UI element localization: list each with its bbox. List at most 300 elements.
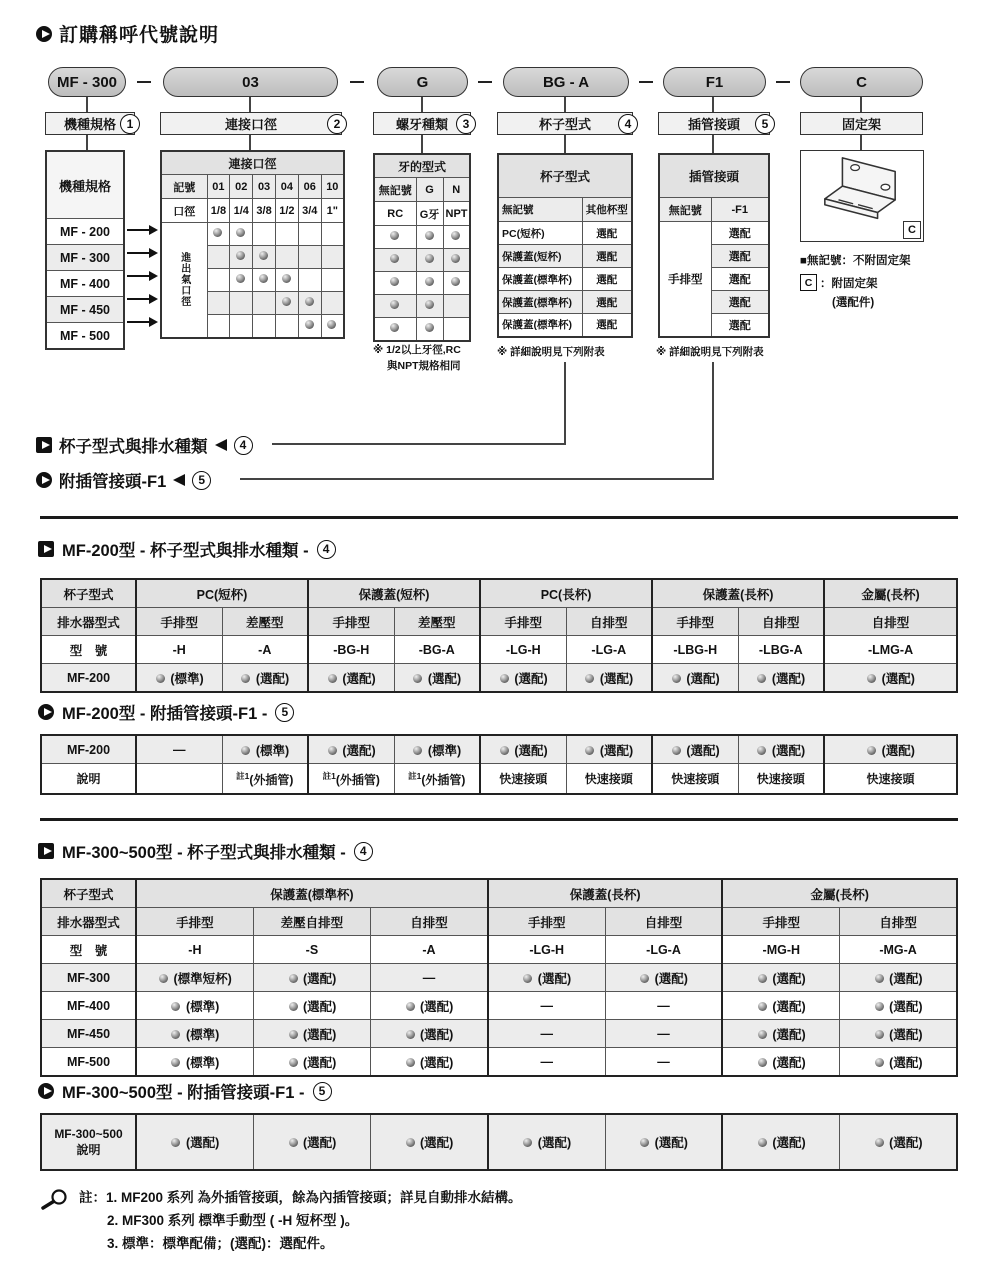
table-row xyxy=(41,1020,957,1048)
option-dot xyxy=(236,228,245,237)
table-cell xyxy=(321,223,344,246)
option-dot xyxy=(640,1138,649,1147)
mf200-f1-table xyxy=(40,734,958,795)
fitting-table-title: 插管接頭 xyxy=(659,154,769,198)
table-cell: (選配) xyxy=(840,992,957,1020)
right-arrow xyxy=(127,229,149,231)
thread-table-title: 牙的型式 xyxy=(374,154,470,178)
connector-line xyxy=(249,97,251,112)
col-header: 其他杯型 xyxy=(582,198,632,222)
boxed-c: C xyxy=(800,274,817,291)
table-cell: (選配) xyxy=(722,1114,839,1170)
footnotes xyxy=(40,1186,522,1256)
table-cell: (選配) xyxy=(253,1114,370,1170)
code-pill-model: MF - 300 xyxy=(48,67,126,97)
table-cell xyxy=(416,295,443,318)
table-cell: 無記號 xyxy=(374,178,416,202)
option-cell: 選配 xyxy=(711,268,769,291)
table-row xyxy=(41,735,957,764)
table-cell xyxy=(443,272,470,295)
table-cell: (標準) xyxy=(136,1048,253,1077)
table-cell: 手排型 xyxy=(652,608,738,636)
table-cell: 保護蓋(標準杯) xyxy=(498,268,582,291)
pill-dash xyxy=(776,81,790,83)
table-row xyxy=(374,272,470,295)
table-row xyxy=(659,154,769,198)
option-dot xyxy=(156,674,165,683)
table-cell xyxy=(298,315,321,338)
table-cell xyxy=(207,223,230,246)
connector-line xyxy=(860,97,862,112)
circled-number-4: 4 xyxy=(234,436,253,455)
manual-drain-label: 手排型 xyxy=(659,222,711,337)
option-cell: 選配 xyxy=(711,222,769,245)
table-row xyxy=(41,608,957,636)
table-cell xyxy=(443,226,470,249)
fitting-table-note: ※ 詳細說明見下列附表 xyxy=(656,346,764,358)
col-header: 無記號 xyxy=(498,198,582,222)
table-cell xyxy=(207,315,230,338)
table-cell: 快速接頭 xyxy=(652,764,738,795)
table-row xyxy=(46,219,124,245)
option-dot xyxy=(867,746,876,755)
table-cell: — xyxy=(488,992,605,1020)
group-header: PC(長杯) xyxy=(480,579,652,608)
table-cell xyxy=(443,249,470,272)
table-cell: 選配 xyxy=(582,291,632,314)
option-dot xyxy=(328,746,337,755)
table-cell: 保護蓋(標準杯) xyxy=(498,314,582,337)
option-cell: 選配 xyxy=(711,291,769,314)
left-arrow-icon xyxy=(173,474,185,486)
model-spec-header: 機種規格 xyxy=(46,151,124,219)
table-row xyxy=(498,198,632,222)
connector-line xyxy=(712,362,714,479)
table-cell: 自排型 xyxy=(566,608,652,636)
table-cell: -LG-H xyxy=(488,936,605,964)
option-dot xyxy=(289,1002,298,1011)
footnote-2: 2. MF300 系列 標準手動型 ( -H 短杯型 )。 xyxy=(107,1213,359,1229)
connector-line xyxy=(272,443,566,445)
bracket-illustration xyxy=(801,151,919,235)
table-cell xyxy=(374,318,416,341)
option-dot xyxy=(425,300,434,309)
group-header: 保護蓋(長杯) xyxy=(652,579,824,608)
table-cell: 3/4 xyxy=(298,199,321,223)
table-row xyxy=(498,245,632,268)
row-label-mf300-500: MF-300~500 說明 xyxy=(41,1114,136,1170)
table-cell: (選配) xyxy=(840,1020,957,1048)
table-row xyxy=(374,295,470,318)
right-arrow xyxy=(127,321,149,323)
option-dot xyxy=(758,1002,767,1011)
table-cell: 選配 xyxy=(582,222,632,245)
option-dot xyxy=(875,1030,884,1039)
table-cell: 1" xyxy=(321,199,344,223)
table-cell: (選配) xyxy=(371,1048,488,1077)
option-dot xyxy=(451,254,460,263)
table-cell: (選配) xyxy=(480,735,566,764)
option-dot xyxy=(875,1058,884,1067)
table-cell: 差壓型 xyxy=(394,608,480,636)
option-dot xyxy=(390,300,399,309)
table-cell: $^{註1}$(外插管) xyxy=(308,764,394,795)
cup-table-note: ※ 詳細說明見下列附表 xyxy=(497,346,605,358)
table-cell: -LG-A xyxy=(566,636,652,664)
group-header: 保護蓋(長杯) xyxy=(488,879,723,908)
table-cell: -A xyxy=(371,936,488,964)
header-cup-type: 杯子型式 xyxy=(41,879,136,908)
table-row xyxy=(46,245,124,271)
table-cell xyxy=(136,764,222,795)
option-dot xyxy=(259,274,268,283)
circled-number-1: 1 xyxy=(120,114,140,134)
option-cell: 選配 xyxy=(711,245,769,268)
mf300-f1-table xyxy=(40,1113,958,1171)
table-row xyxy=(161,223,344,246)
table-cell xyxy=(416,272,443,295)
port-table-title: 連接口徑 xyxy=(161,151,344,175)
table-cell: (選配) xyxy=(824,664,957,693)
page-title-text: 訂購稱呼代號說明 xyxy=(59,25,220,46)
option-dot xyxy=(413,746,422,755)
table-cell xyxy=(275,223,298,246)
table-cell xyxy=(207,246,230,269)
table-cell: 1/8 xyxy=(207,199,230,223)
option-dot xyxy=(425,254,434,263)
bracket-illustration-box xyxy=(800,150,924,242)
option-dot xyxy=(672,674,681,683)
table-row xyxy=(498,222,632,245)
left-arrow-icon xyxy=(215,439,227,451)
table-cell: (選配) xyxy=(371,1114,488,1170)
pill-dash xyxy=(478,81,492,83)
circled-number-4: 4 xyxy=(618,114,638,134)
table-row xyxy=(41,992,957,1020)
connector-line xyxy=(240,478,714,480)
connector-line xyxy=(86,135,88,150)
table-cell: (標準) xyxy=(136,992,253,1020)
table-row xyxy=(41,1114,957,1170)
option-dot xyxy=(241,746,250,755)
play-square-icon xyxy=(38,541,54,557)
table-row xyxy=(161,175,344,199)
table-cell: (選配) xyxy=(722,1048,839,1077)
row-label: 記號 xyxy=(161,175,207,199)
table-cell: -A xyxy=(222,636,308,664)
table-cell xyxy=(275,269,298,292)
circled-number-2: 2 xyxy=(327,114,347,134)
connector-line xyxy=(712,97,714,112)
table-cell: (選配) xyxy=(840,1048,957,1077)
table-cell xyxy=(374,272,416,295)
table-cell: (選配) xyxy=(738,735,824,764)
model-cell: MF - 500 xyxy=(46,323,124,350)
table-cell: (選配) xyxy=(308,664,394,693)
model-cell: MF - 450 xyxy=(46,297,124,323)
option-dot xyxy=(425,231,434,240)
table-cell: RC xyxy=(374,202,416,226)
table-row xyxy=(498,291,632,314)
circled-number-5: 5 xyxy=(755,114,775,134)
play-circle-icon xyxy=(36,26,52,42)
bracket-note-c: C ：附固定架 xyxy=(800,274,878,291)
table-cell xyxy=(230,292,253,315)
circled-number-3: 3 xyxy=(456,114,476,134)
table-cell: PC(短杯) xyxy=(498,222,582,245)
table-row xyxy=(374,178,470,202)
group-header: 保護蓋(短杯) xyxy=(308,579,480,608)
row-label-description: 說明 xyxy=(41,764,136,795)
table-cell: 差壓型 xyxy=(222,608,308,636)
option-dot xyxy=(327,320,336,329)
row-label-mf200: MF-200 xyxy=(41,735,136,764)
group-header: 金屬(長杯) xyxy=(824,579,957,608)
table-row xyxy=(374,202,470,226)
right-arrow xyxy=(127,252,149,254)
table-cell: (選配) xyxy=(488,964,605,992)
table-cell xyxy=(253,246,276,269)
table-cell xyxy=(298,292,321,315)
table-cell xyxy=(230,315,253,338)
table-cell: (選配) xyxy=(308,735,394,764)
table-cell: (選配) xyxy=(371,992,488,1020)
table-cell xyxy=(253,223,276,246)
table-cell: (選配) xyxy=(136,1114,253,1170)
label-cup-type: 杯子型式 4 xyxy=(497,112,633,135)
play-square-icon xyxy=(38,843,54,859)
right-arrow xyxy=(127,298,149,300)
cup-type-table xyxy=(497,153,633,338)
table-row xyxy=(498,314,632,337)
table-cell: — xyxy=(488,1048,605,1077)
table-cell: (選配) xyxy=(371,1020,488,1048)
model-cell: MF - 300 xyxy=(46,245,124,271)
option-dot xyxy=(425,277,434,286)
table-cell xyxy=(321,292,344,315)
option-dot xyxy=(282,274,291,283)
option-dot xyxy=(406,1030,415,1039)
table-cell: (選配) xyxy=(566,664,652,693)
table-cell: 保護蓋(標準杯) xyxy=(498,291,582,314)
circled-number-4: 4 xyxy=(317,540,336,559)
table-cell: 快速接頭 xyxy=(480,764,566,795)
table-cell: 手排型 xyxy=(308,608,394,636)
option-dot xyxy=(451,231,460,240)
code-pill-bracket: C xyxy=(800,67,923,97)
section-title-mf300-cup: MF-300~500型 - 杯子型式與排水種類 - 4 xyxy=(38,839,373,863)
option-dot xyxy=(171,1002,180,1011)
table-cell: -LBG-H xyxy=(652,636,738,664)
table-cell: (選配) xyxy=(824,735,957,764)
bracket-note-none: ■無記號：不附固定架 xyxy=(800,255,911,267)
label-bracket: 固定架 xyxy=(800,112,923,135)
code-pill-port: 03 xyxy=(163,67,338,97)
table-cell: — xyxy=(371,964,488,992)
link-fitting-section: 附插管接頭-F1 5 xyxy=(36,468,211,492)
option-dot xyxy=(236,251,245,260)
option-dot xyxy=(425,323,434,332)
row-label-mf300: MF-300 xyxy=(41,964,136,992)
table-cell xyxy=(416,318,443,341)
connector-line xyxy=(564,362,566,444)
option-dot xyxy=(406,1002,415,1011)
table-cell: 自排型 xyxy=(824,608,957,636)
option-dot xyxy=(875,1138,884,1147)
label-fitting: 插管接頭 5 xyxy=(658,112,770,135)
row-label-mf200: MF-200 xyxy=(41,664,136,693)
row-label-mf500: MF-500 xyxy=(41,1048,136,1077)
option-dot xyxy=(390,323,399,332)
option-dot xyxy=(289,1138,298,1147)
table-cell xyxy=(321,315,344,338)
option-dot xyxy=(159,974,168,983)
table-cell: — xyxy=(605,1048,722,1077)
label-model-spec: 機種規格 1 xyxy=(45,112,135,135)
table-cell: (選配) xyxy=(480,664,566,693)
table-cell: (選配) xyxy=(222,664,308,693)
header-drain-type: 排水器型式 xyxy=(41,908,136,936)
table-cell: -H xyxy=(136,636,222,664)
table-row xyxy=(41,664,957,693)
code-pill-cup: BG - A xyxy=(503,67,629,97)
row-label-mf450: MF-450 xyxy=(41,1020,136,1048)
table-cell xyxy=(374,249,416,272)
table-cell: -LMG-A xyxy=(824,636,957,664)
table-row xyxy=(46,323,124,350)
table-row xyxy=(41,936,957,964)
option-dot xyxy=(241,674,250,683)
table-row xyxy=(498,154,632,198)
table-cell: N xyxy=(443,178,470,202)
option-dot xyxy=(236,274,245,283)
table-cell: -H xyxy=(136,936,253,964)
option-dot xyxy=(672,746,681,755)
table-cell: 手排型 xyxy=(722,908,839,936)
pill-dash xyxy=(137,81,151,83)
option-dot xyxy=(500,674,509,683)
model-cell: MF - 200 xyxy=(46,219,124,245)
section-title-mf300-f1: MF-300~500型 - 附插管接頭-F1 - 5 xyxy=(38,1079,332,1103)
table-cell xyxy=(416,249,443,272)
table-cell xyxy=(298,246,321,269)
col-header: 無記號 xyxy=(659,198,711,222)
table-row xyxy=(41,1048,957,1077)
option-dot xyxy=(213,228,222,237)
play-square-icon xyxy=(36,437,52,453)
table-cell xyxy=(253,315,276,338)
port-size-table xyxy=(160,150,345,339)
option-dot xyxy=(758,974,767,983)
footnote-lines xyxy=(79,1186,522,1256)
model-spec-table xyxy=(45,150,125,350)
circled-number-5: 5 xyxy=(192,471,211,490)
table-cell: (選配) xyxy=(394,664,480,693)
play-circle-icon xyxy=(38,704,54,720)
row-label: 口徑 xyxy=(161,199,207,223)
option-dot xyxy=(390,277,399,286)
table-cell xyxy=(443,295,470,318)
table-cell: (選配) xyxy=(722,992,839,1020)
table-cell: — xyxy=(605,1020,722,1048)
model-cell: MF - 400 xyxy=(46,271,124,297)
table-cell: G xyxy=(416,178,443,202)
table-cell: — xyxy=(136,735,222,764)
table-cell xyxy=(275,292,298,315)
table-cell xyxy=(321,269,344,292)
table-cell: 10 xyxy=(321,175,344,199)
table-row xyxy=(41,636,957,664)
option-dot xyxy=(451,277,460,286)
connector-line xyxy=(860,135,862,150)
table-row xyxy=(41,764,957,795)
right-arrow xyxy=(127,275,149,277)
magnifier-icon xyxy=(40,1188,70,1212)
table-cell: (選配) xyxy=(253,1020,370,1048)
option-dot xyxy=(289,1058,298,1067)
table-cell: (標準) xyxy=(222,735,308,764)
table-row xyxy=(46,151,124,219)
table-cell: 手排型 xyxy=(136,908,253,936)
table-cell: (標準短杯) xyxy=(136,964,253,992)
table-cell: — xyxy=(605,992,722,1020)
table-cell: -LG-H xyxy=(480,636,566,664)
table-row xyxy=(374,249,470,272)
table-cell xyxy=(207,292,230,315)
option-dot xyxy=(171,1058,180,1067)
label-thread-type: 螺牙種類 3 xyxy=(373,112,471,135)
option-dot xyxy=(259,251,268,260)
code-pill-thread: G xyxy=(377,67,468,97)
connector-line xyxy=(421,97,423,112)
option-dot xyxy=(640,974,649,983)
table-cell: 自排型 xyxy=(840,908,957,936)
table-cell: 選配 xyxy=(582,314,632,337)
table-row xyxy=(498,268,632,291)
table-cell: (選配) xyxy=(605,964,722,992)
header-model-no: 型 號 xyxy=(41,636,136,664)
table-cell: (選配) xyxy=(840,1114,957,1170)
table-cell: 快速接頭 xyxy=(824,764,957,795)
table-cell: -MG-A xyxy=(840,936,957,964)
section-title-mf200-f1: MF-200型 - 附插管接頭-F1 - 5 xyxy=(38,700,294,724)
table-cell: G牙 xyxy=(416,202,443,226)
table-cell: (選配) xyxy=(253,964,370,992)
table-cell: 1/2 xyxy=(275,199,298,223)
link-cup-type-section: 杯子型式與排水種類 4 xyxy=(36,433,253,457)
table-cell: 選配 xyxy=(582,245,632,268)
table-cell: 手排型 xyxy=(488,908,605,936)
table-cell: 02 xyxy=(230,175,253,199)
code-pill-fitting: F1 xyxy=(663,67,766,97)
connector-line xyxy=(564,97,566,112)
footnote-3: 3. 標準：標準配備；(選配)：選配件。 xyxy=(107,1236,334,1252)
connector-line xyxy=(249,135,251,150)
option-dot xyxy=(328,674,337,683)
table-cell xyxy=(253,269,276,292)
row-label-mf400: MF-400 xyxy=(41,992,136,1020)
table-cell: 保護蓋(短杯) xyxy=(498,245,582,268)
table-cell: 選配 xyxy=(582,268,632,291)
table-cell: -BG-H xyxy=(308,636,394,664)
table-cell xyxy=(374,226,416,249)
table-cell xyxy=(230,269,253,292)
footnote-1: 註：1. MF200 系列 為外插管接頭，餘為內插管接頭；詳見自動排水結構。 xyxy=(79,1190,522,1205)
option-dot xyxy=(390,254,399,263)
table-cell: (標準) xyxy=(394,735,480,764)
option-dot xyxy=(875,974,884,983)
table-cell: 快速接頭 xyxy=(566,764,652,795)
